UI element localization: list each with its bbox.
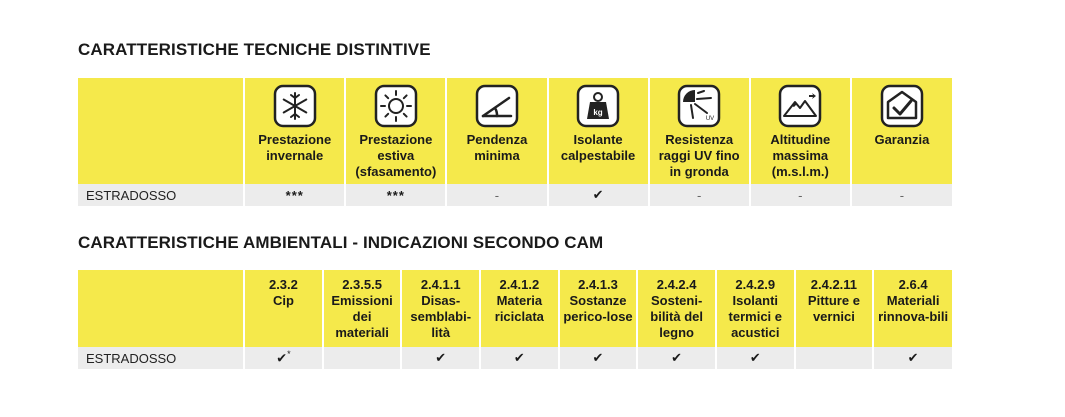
row-name: ESTRADOSSO (78, 184, 244, 206)
cam-code: 2.3.2 (268, 277, 298, 292)
cam-label: Sostanze perico-lose (563, 293, 633, 324)
value-cam-wood: ✔ (637, 347, 716, 369)
section-title-technical: CARATTERISTICHE TECNICHE DISTINTIVE (78, 40, 431, 59)
col-cam-wood (637, 270, 716, 347)
warranty-icon (880, 84, 924, 128)
value-warranty: - (851, 184, 952, 206)
value-cam-hazardous: ✔ (559, 347, 638, 369)
cam-label: Isolanti termici e acustici (728, 293, 783, 340)
header-empty-cell (78, 78, 244, 184)
col-summer (345, 78, 446, 184)
footnote-mark: * (287, 349, 291, 360)
col-cam-cip (244, 270, 323, 347)
col-summer-label: Prestazione estiva (sfasamento) (355, 132, 437, 179)
value-altitude: - (750, 184, 851, 206)
cam-label: Materiali rinnova-bili (878, 293, 949, 324)
col-cam-emissions (323, 270, 402, 347)
value-walkable: ✔ (548, 184, 649, 206)
col-winter-label: Prestazione invernale (258, 132, 332, 163)
col-uv (649, 78, 750, 184)
col-uv-label: Resistenza raggi UV fino in gronda (658, 132, 740, 179)
value-slope: - (446, 184, 547, 206)
svg-text:UV: UV (706, 116, 715, 122)
uv-icon (677, 84, 721, 128)
cam-code: 2.4.1.2 (499, 277, 540, 292)
col-warranty-label: Garanzia (874, 132, 930, 147)
cam-code: 2.4.1.1 (420, 277, 461, 292)
value-winter: *** (244, 184, 345, 206)
col-slope-label: Pendenza minima (466, 132, 528, 163)
row-name: ESTRADOSSO (78, 347, 244, 369)
cam-label: Disas-semblabi-lità (410, 293, 472, 340)
cam-label: Cip (272, 293, 294, 308)
svg-text:kg: kg (593, 108, 603, 117)
value-uv: - (649, 184, 750, 206)
col-cam-recycled (480, 270, 559, 347)
section-title-environmental: CARATTERISTICHE AMBIENTALI - INDICAZIONI SECONDO CAM (78, 233, 604, 252)
environmental-table (78, 270, 952, 369)
col-walkable (548, 78, 649, 184)
check-value: ✔ (276, 350, 288, 366)
col-warranty (851, 78, 952, 184)
sun-icon (374, 84, 418, 128)
col-altitude-label: Altitudine massima (m.s.l.m.) (770, 132, 831, 179)
value-cam-renewable: ✔ (873, 347, 952, 369)
cam-label: Pitture e vernici (807, 293, 860, 324)
value-cam-insulation: ✔ (716, 347, 795, 369)
value-summer: *** (345, 184, 446, 206)
header-empty-cell (78, 270, 244, 347)
cam-code: 2.4.2.4 (656, 277, 697, 292)
col-cam-disassembly (401, 270, 480, 347)
col-cam-paints (795, 270, 874, 347)
cam-label: Emissioni dei materiali (331, 293, 393, 340)
slope-icon (475, 84, 519, 128)
cam-code: 2.3.5.5 (342, 277, 382, 292)
value-cam-cip (244, 347, 323, 369)
mountain-icon (778, 84, 822, 128)
value-cam-emissions (323, 347, 402, 369)
cam-code: 2.4.2.9 (735, 277, 776, 292)
technical-table (78, 78, 952, 206)
col-walkable-label: Isolante calpestabile (560, 132, 636, 163)
cam-code: 2.4.2.11 (810, 277, 858, 292)
col-winter (244, 78, 345, 184)
value-cam-disassembly: ✔ (401, 347, 480, 369)
value-cam-recycled: ✔ (480, 347, 559, 369)
cam-code: 2.6.4 (898, 277, 928, 292)
col-cam-hazardous (559, 270, 638, 347)
weight-kg-icon (576, 84, 620, 128)
col-altitude (750, 78, 851, 184)
snowflake-icon (273, 84, 317, 128)
cam-label: Sosteni-bilità del legno (650, 293, 703, 340)
col-cam-insulation (716, 270, 795, 347)
value-cam-paints (795, 347, 874, 369)
col-slope (446, 78, 547, 184)
col-cam-renewable (873, 270, 952, 347)
cam-label: Materia riciclata (494, 293, 544, 324)
cam-code: 2.4.1.3 (578, 277, 618, 292)
